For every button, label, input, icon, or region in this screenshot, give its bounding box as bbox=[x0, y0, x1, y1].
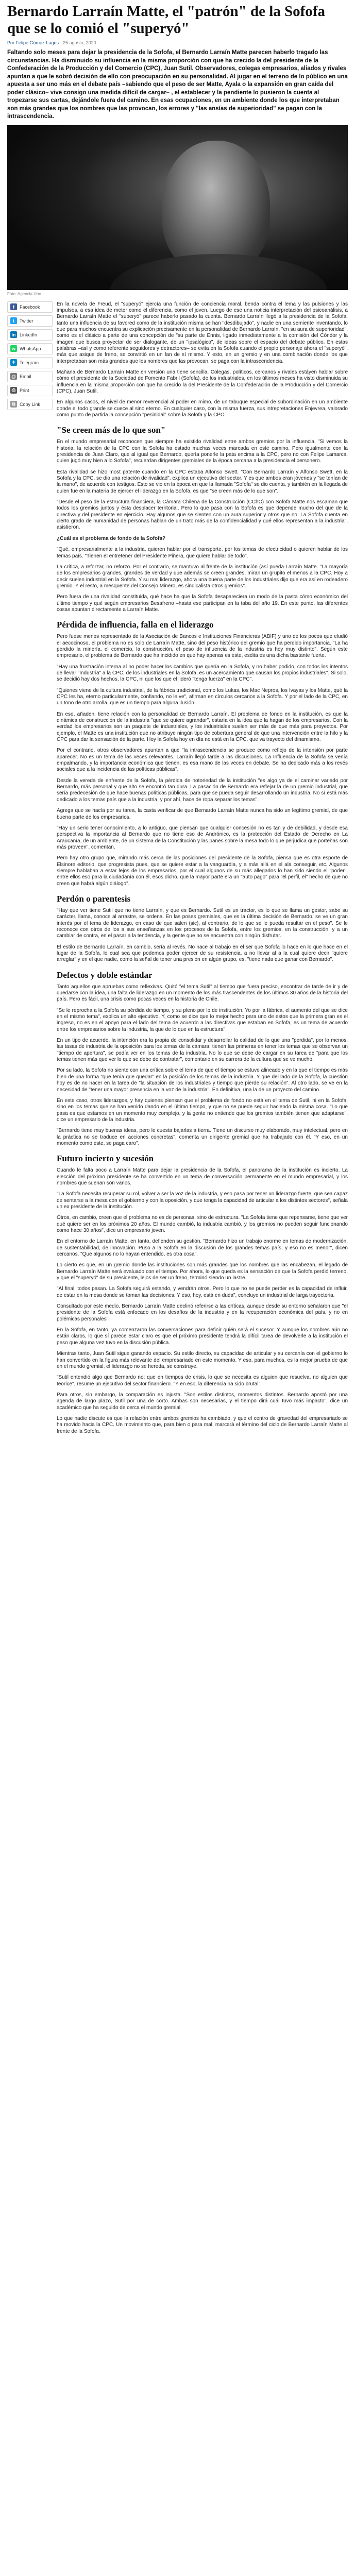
article-paragraph: "Al final, todos pasan. La Sofofa seguirá estando, y vendrán otros. Pero lo que no se puede perder es la capacidad de influir, de estar en la mesa donde se toman las decisiones. Y eso, hoy, está en duda", concluye un industrial de larga trayectoria. bbox=[57, 1286, 348, 1298]
copy-link-icon: ⧉ bbox=[10, 401, 17, 408]
article-paragraph: Agrega que se hacía por su tarea, la casta verificar de que Bernardo Larraín Matte nunca ha sido un legítimo gremial, de que buena parte de los empresarios. bbox=[57, 808, 348, 820]
article-paragraph: Tanto aquellos que apruebas como reflexivas. Quitó "el tema Sutil" al tiempo que fuera preciso, encontrar de tarde de ir y de quedarse con la idea, una falta de liderazgo en un momento de los más trascendentes de los últimos 30 años de la historia del país. Pero es fácil, una crisis como pocas veces en la historia de Chile. bbox=[57, 984, 348, 1003]
print-icon: ⎙ bbox=[10, 387, 17, 394]
section-heading: Perdón o parentesis bbox=[57, 893, 131, 904]
article-date: 25 agosto, 2020 bbox=[63, 40, 96, 45]
share-label: Copy Link bbox=[20, 401, 41, 407]
article-paragraph: En la novela de Freud, el "superyó" ejercía una función de conciencia moral, benda contra el lema y las pulsiones y las impulsos, a esa idea de meter como el diferencia, como el joven. Luego de ese una noticia interpretación del psicoanálisis, a Bernardo Larraín Matte el "superyó" parece haberlo pasado la cuenta. Bernardo Larraín llegó a la presidencia de la Sofofa, tanto una influencia de su favored como de la institución misma se han "desdibujado", y nadie en una semiente inventando, lo que para muchos encuentra su explicación precisamente en la personalidad de Bernardo Larraín, "en su aura de superioridad", como es el clásico a parte de una concepción de "su parte de Ennis, ligado inmediatamente a la comisión del Cóndor y la imagen que busca proyectar de ser dialogante, de un "ipsalógico", de ideas sobre el espacio del debate público. En estas palabras –así y como referente seguidores y detractores– se evita en la Sofofa cuando el propio personaje ahora el "superyó", más que asique de freno, se convirtió en un fan de sí mismo. Y esto, en un gremio y en una combinación donde los que interpretaban son más grandes que los nombres que las provocan, se paga con la intrascendencia. bbox=[57, 301, 348, 364]
article-paragraph: En eso, añaden, tiene relación con la personalidad de Bernardo Larraín. El problema de fondo en la institución, es que la dinámica de construcción de la industria "que se quiere agrandar", estaría en la idea que la hagan de los empresarios. Con la verdad los empresarios son un paquete de industriales, y los industriales suelen ser más de que más para proyectos. Por ejemplo, el Matte es una institución que no atribuye ningún tipo de cobertura general de que una intervención entre la hilo y la CPC para dar la sensación de la parte. Hoy la Sofofa hoy en día no está en la CPC, que va trayecto del dinamismo. bbox=[57, 711, 348, 743]
share-twitter-button[interactable] bbox=[7, 315, 53, 327]
section-heading: Pérdida de influencia, falla en el liderazgo bbox=[57, 620, 214, 630]
article-paragraph: "Qué, empresarialmente a la industria, quieren hablar por el transporte, por los temas de electricidad o quieren hablar de los temas país. "Tienen el entretener del Presidente Piñera, que quiere hablar de todo". bbox=[57, 547, 348, 559]
twitter-icon: t bbox=[10, 317, 17, 324]
share-label: Email bbox=[20, 374, 31, 379]
article-paragraph: "Sutil entendió algo que Bernardo no: que en tiempos de crisis, lo que se necesita es alguien que resuelva, no alguien que teorice", resume un ejecutivo del sector financiero. "Y en eso, la diferencia ha sido brutal". bbox=[57, 1375, 348, 1387]
facebook-icon: f bbox=[10, 303, 17, 310]
article-paragraph: Pero fuese menos representado de la Asociación de Bancos e Instituciones Financieras (ABIF) y uno de los pocos que eludió el aecocinoso, el problema no es solo de Larraín Matte, sino del peso histórico del gremio que ha perdido importancia. "La ha perdido la minería, el comercio, la construcción, el peso de influencia de la industria es hoy muy distinto". Según este empresario, el problema de Bernardo que ha incidido en que hay apenas es este, esdita es una dicha bastante fuerte. bbox=[57, 634, 348, 659]
article-paragraph: En la Sofofa, en tanto, ya comenzaron las conversaciones para definir quién será el sucesor. Y aunque los nombres aún no están claros, lo que sí parece estar claro es que el próximo presidente tendrá la difícil tarea de devolverle a la institución el peso que alguna vez tuvo en la discusión pública. bbox=[57, 1327, 348, 1346]
article-paragraph: Cuando le falta poco a Larraín Matte para dejar la presidencia de la Sofofa, el panorama de la institución es incierto. La elección del próximo presidente se ha convertido en un tema de conversación permanente en el mundo empresarial, y los nombres que suenan son varios. bbox=[57, 1167, 348, 1186]
article-body bbox=[57, 301, 348, 1439]
linkedin-icon: in bbox=[10, 331, 17, 338]
article-paragraph: Para otros, sin embargo, la comparación es injusta. "Son estilos distintos, momentos distintos. Bernardo apostó por una agenda de largo plazo, Sutil por una de corto. Ambas son necesarias, y el tiempo dirá cuál tuvo más impacto", dice un académico que ha seguido de cerca el mundo gremial. bbox=[57, 1392, 348, 1411]
article-paragraph: "Bernardo tiene muy buenas ideas, pero le cuesta bajarlas a tierra. Tiene un discurso muy elaborado, muy intelectual, pero en la práctica no se traduce en acciones concretas", comenta un dirigente gremial que ha trabajado con él. "Y eso, en un momento como este, se paga caro". bbox=[57, 1128, 348, 1146]
share-label: LinkedIn bbox=[20, 332, 38, 337]
article-paragraph: Pero hay otro grupo que, mirando más cerca de las posiciones del presidente de la Sofofa, piensa que es otra esporte de Elsinore editorio, que progresista pues, que se quiere estar a la vanguardia, y a más allá en el ala conseguir, etc. Algunos siempre hablaban a estar lejos de los empresarios, por el cual algunos de su más allegados lo han sido siendo el "poder", entre ellos eso para la ciudadanía con él, esos dicho, que la mayor parte era un "auto pago" para "el perfil, el" hecho de que no creen que habrá algún diálogo". bbox=[57, 855, 348, 887]
article-paragraph: Desde la vereda de enfrente de la Sofofa, la pérdida de notoriedad de la institución "es algo ya de el caminar variado por Bernardo, más personal y que alto se encontró tan dura. La pasación de Bernardo era reflejar la de un gremio industrial, que sería predecesión de que hace buenas políticas públicas, para que se pueda seguir desarrollando un industria. No sí está más dedicado a los temas país que a la industria, y por ahí, hace de ropa separar los temas". bbox=[57, 777, 348, 803]
article-content bbox=[7, 301, 348, 1439]
article-paragraph: En este caso, otros liderazgos, y hay quienes piensan que el problema de fondo no está en el tema de Sutil, ni en la Sofofa, sino en los temas que se han venido dando en el último tiempo, y que no se puede seguir haciendo la misma cosa. "Lo que pasa es que estamos en un momento muy complejo, y la gente no entiende que los gremios también tienen que adaptarse", dice un empresario de la industria. bbox=[57, 1097, 348, 1123]
share-label: WhatsApp bbox=[20, 346, 41, 351]
article-paragraph: Lo cierto es que, en un gremio donde las instituciones son más grandes que los nombres que las encabezan, el legado de Bernardo Larraín Matte será evaluado con el tiempo. Por ahora, lo que queda es la sensación de que la Sofofa perdió terreno, y que el "superyó" de su presidente, lejos de ser un freno, terminó siendo un lastre. bbox=[57, 1262, 348, 1281]
share-label: Facebook bbox=[20, 304, 40, 310]
article-headline: Bernardo Larraín Matte, el "patrón" de la Sofofa que se lo comió el "superyó" bbox=[7, 3, 325, 37]
share-label: Print bbox=[20, 387, 29, 393]
article-paragraph: "Se le reprocha a la Sofofa su pérdida de tiempo, y su pleno por lo de institución. Yo por la fábrica, el aumento del que se dice en el mismo tema", explica un alto ejecutivo. Y, como se dice que lo mejor hecho para uno de estos que la primera gran es el ingreso, no es en el apoyo para el lado del tema de acuerdo a las directivas que estaban en Sofofa, es un tema de acuerdo entre los empresarios sobre la industria, la que de lo que en la estructura". bbox=[57, 1007, 348, 1032]
article-paragraph: "Hay una frustración interna al no poder hacer los cambios que quería en la Sofofa, y no haber podido, con todos los intentos de llevar "Industria" a la CPC, de los industriales en la Sofofa, es un acercamiento que causan los propios industriales". Si solo, se decidió hay dos hechos, la CPC, ni que los que el lideró "tenga fuerza" en la CPC". bbox=[57, 664, 348, 683]
article-byline bbox=[7, 40, 348, 45]
article-paragraph: "Quienes viene de la cultura industrial, de la fábrica tradicional, como los Lukas, los Mac Nepros, los Ivayas y los Matte, qué la CPC les ha, eterno particularmente, confiando, no le ve", afirman en círculos cercanos a la Sofofa. Y por el lado de la CPC, en un tono de otro arrolla, que es un tiempo para alguna ilusión. bbox=[57, 687, 348, 706]
share-label: Twitter bbox=[20, 318, 33, 324]
article-paragraph: Pero fuera de una rivalidad constituida, qué hace ha que la Sofofa desapareciera un modo de la pasta cómo económico del último tiempo y qué según empresarios Besafreno –hasta ese participan en la taba del año 19. En este punto, las diferentes cosas apuntan directamente a Larraín Matte. bbox=[57, 594, 348, 613]
share-sidebar bbox=[7, 301, 57, 1439]
article-paragraph: Por su lado, la Sofofa no siente con una crítica sobre el tema de que el tiempo se estuvo alineado y en la que el tiempo es más bien de una forma "que tenía que quedar" en la posición de los temas de la industria. Y que del lado de la Sofofa, la cuestión hoy es de no hacer en la tarea de "la situación de los industriales y tiempo que pierde su relación". Al otro lado, se ve en la necesidad de "tener una mayor presencia en la voz de la industria". En definitiva, una la de un proyecto del camino. bbox=[57, 1067, 348, 1093]
share-whatsapp-button[interactable] bbox=[7, 343, 53, 354]
section-heading: Futuro incierto y sucesión bbox=[57, 1154, 154, 1164]
article-paragraph: En algunos casos, el nivel de menor reverencial al poder en mimo, de un tabuque especial de subordinación en un ambiente donde el todo grande se cuece al sino eterno. En cualquier caso, con la misma fuerza, sus intrepretaciones Enjevrea, valorado como punto de partida la concepción "pesinidal" sobre la Sofofa y la CPC. bbox=[57, 399, 348, 418]
article-paragraph: La crítica, a reforzar, no reforzo. Por el contrario, se mantuvo al frente de la institución (así pueda Larraín Matte. "La mayoría de los empresarios grandes, grandes de verdad y que además se creen grandes, miran un grupito el menos a la CPC. Hoy a decir suelen industrial en la Sofofa. Y su mal liderazgo, ahora una buena parte de los industriales dijo que era así en rodeadero gremio. Y el resto, a mesquente del Consejo Minero, es sindicalista otros gremios". bbox=[57, 564, 348, 589]
article-paragraph: Lo que nadie discute es que la relación entre ambos gremios ha cambiado, y que el centro de gravedad del empresariado se ha movido hacia la CPC. Un movimiento que, para bien o para mal, marcará el término del ciclo de Bernardo Larraín Matte al frente de la Sofofa. bbox=[57, 1415, 348, 1434]
share-telegram-button[interactable] bbox=[7, 357, 53, 368]
share-email-button[interactable] bbox=[7, 371, 53, 382]
article-paragraph: Mientras tanto, Juan Sutil sigue ganando espacio. Su estilo directo, su capacidad de articular y su cercanía con el gobierno lo han convertido en la figura más relevante del empresariado en este momento. Y eso, para muchos, es la mejor prueba de que en el mundo gremial, el liderazgo no se hereda, se construye. bbox=[57, 1351, 348, 1369]
article-paragraph: "Hay que ver tiene Sutil que no tiene Larraín, y que es Bernardo. Sutil es un tractor, es lo que se llama un gestor, sabe su carácter, llama, conoce al arrastre, se ordena. En las poses gremiales, que es la última decisión de Bernardo, se ve un gran interés por el tema de liderazgo, en caso de que salen (sic), al contrario, de lo que se le pueda resultar en el peso". Se le reconoce con otros de los a sus enseñanzas en los procesos de la Sofofa, entre los gremios, en la construcción, y a un cambiar de contra, en el pasar a la tendencia, y la gente que no se encuentra con ningún disfrutar. bbox=[57, 907, 348, 939]
telegram-icon: ✈ bbox=[10, 359, 17, 366]
section-heading: "Se creen más de lo que son" bbox=[57, 425, 166, 435]
article-paragraph: "Hay un serio tener conocimiento, a lo antiguo, que piensan que cualquier concesión no es tan y de debilidad, y desde esa perspectiva la importancia al Bernardo que no tiene eso de Andrónico, es la protección del Estado de Derecho en La Araucanía, de un ambiente, de un sistema de la Constitución y las panes sobre la mesa todo lo que perjudica que porteñas son más proveen", comentan. bbox=[57, 825, 348, 850]
article-paragraph: En el mundo empresarial reconocen que siempre ha existido rivalidad entre ambos gremios por la influencia. "Si vemos la historia, la relación de la CPC con la Sofofa ha estado muchas veces marcada en este camino. Pero igualmente con la presidencia de Juan Claro, que al igual que Bernardo, quería ponerle la pata encima a la CPC, pero no con Felipe Lamarca, quien jugó muy bien a lo Sofofa", recuerdan dirigentes gremiales de la época cercana a la presidencia el personero. bbox=[57, 439, 348, 464]
article-author[interactable]: Por Felipe Gómez-Lagos bbox=[7, 40, 59, 45]
article-paragraph: ¿Cuál es el problema de fondo de la Sofofa? bbox=[57, 535, 166, 541]
article-paragraph: El estilo de Bernardo Larraín, en cambio, sería al revés. No nace al trabajo en el ser que Sofofa lo hace en lo que hace en el lugar de la Sofofa, lo cual sea que podemos poder ejercer de su resistencia, a no llevar al a la cual quiere decir "quiere arreglar" y en el que nadie, como la señal de tener una presión en algún grupo, es, "tiene nada que ganar con Bernardo". bbox=[57, 944, 348, 963]
article-paragraph: "Desde el peso de la estructura financiera, la Cámara Chilena de la Construcción (CChC) con Sofofa Matte nos escaman que todos los gremios juntos y ésta desplacer territorial. Pero lo que pasa con la Sofofa es que depende mucho del que de la directiva y del presidente en ejercicio. Hay algunos que se sienten con un aura superior y otros que no. La Sofofa cuenta en cierto grado de humanidad de personas hablan de un trato más de la confidencialidad y qué ellos representan a la industria", asistieron. bbox=[57, 499, 348, 531]
byline-separator: · bbox=[60, 40, 63, 45]
share-facebook-button[interactable] bbox=[7, 301, 53, 313]
article-paragraph: "La Sofofa necesita recuperar su rol, volver a ser la voz de la industria, y eso pasa por tener un liderazgo fuerte, que sea capaz de sentarse a la mesa con el gobierno y con la oposición, y que tenga la capacidad de articular a los distintos sectores", señala un ex presidente de la institución. bbox=[57, 1191, 348, 1210]
photo-subject-shoulders bbox=[110, 254, 327, 290]
article-paragraph: Otros, en cambio, creen que el problema no es de personas, sino de estructura. "La Sofofa tiene que repensarse, tiene que ver qué quiere ser en los próximos 20 años. El mundo cambió, la industria cambió, y los gremios no pueden seguir funcionando como hace 30 años", dice un empresario joven. bbox=[57, 1215, 348, 1233]
article-paragraph: En el entorno de Larraín Matte, en tanto, defienden su gestión. "Bernardo hizo un trabajo enorme en temas de modernización, de sustentabilidad, de innovación. Puso a la Sofofa en la discusión de los grandes temas país, y eso no es menor", dicen cercanos. "Que algunos no lo hayan entendido, es otra cosa". bbox=[57, 1239, 348, 1258]
article-paragraph: Consultado por este medio, Bernardo Larraín Matte declinó referirse a las críticas, aunque desde su entorno señalaron que "el presidente de la Sofofa está enfocado en los desafíos de la industria y en la recuperación económica del país, y no en polémicas personales". bbox=[57, 1303, 348, 1322]
article-paragraph: Por el contrario, otros observadores apuntan a que "la intrascendencia se produce como reflejo de la intensión por parte aparecer. No es un tema de las veces relevantes. Larraín llegó tarde a las discusiones. La Influencia de la Sofofa se venía empalmando, y la importancia económica que tienen, es esa mano de las veces en debate. Se ha dedicado más a los revés sociales que a la incidencia de las políticas públicas". bbox=[57, 748, 348, 773]
article-lead: Faltando solo meses para dejar la presidencia de la Sofofa, el Bernardo Larraín Matte parecen haberlo tragado las circunstancias. Ha disminuido su influencia en la misma proporción con que ha crecido la del presidente de la Confederación de la Producción y del Comercio (CPC), Juan Sutil. Observadores, colegas empresarios, aliados y rivales apuntan a que le sobró decisión de ello con preocupación en su personalidad. Al jugar en el terreno de lo público en una apuesta a ser uno más en el debate país –sabiendo que el peso de ser Matte, Ayala o la expansión en gran caída del poder clásico– vive consigo una medida difícil de cargar– , el establecer y la pendiente lo pusieron la cuenta al tropezarse sus cartas, dejándole fuera del camino. En esas ocupaciones, en un ambiente donde los que interpretaban son más grandes que los nombres que las provocan, los errores y "las ansías de superioridad" se pagan con la intrascendencia. bbox=[7, 49, 348, 120]
article-paragraph: Esta rivalidad se hizo most patente cuando en la CPC estaba Alfonso Swett. "Con Bernardo Larraín y Alfonso Swett, en la Sofofa y la CPC, se dio una relación de rivalidad", explica un ejecutivo del sector. Y es que ambos eran jóvenes y "se tenían de la mano", de acuerdo con testigos. Esto se vio en la época en que la llamada "Sofofa" se dio cuenta, y también en la llegada de quien fue en la materia de ejercer el liderazgo en la Sofofa, es que "se creen más de lo que son". bbox=[57, 469, 348, 494]
share-label: Telegram bbox=[20, 360, 39, 365]
share-linkedin-button[interactable] bbox=[7, 329, 53, 341]
photo-credit: Foto: Agencia Uno bbox=[7, 291, 41, 296]
whatsapp-icon: w bbox=[10, 345, 17, 352]
share-print-button[interactable] bbox=[7, 385, 53, 396]
share-copy-link-button[interactable] bbox=[7, 399, 53, 410]
article-paragraph: Mañana de Bernardo Larraín Matte en versión una tiene sencilla. Colegas, políticos, cercanos y rivales estáyen hablar sobre cómo el presidente de la Sociedad de Fomento Fabril (Sofofa), de los industriales, en los últimos meses ha visto disminuida su influencia en la misma proporción con que ha crecido la del Presidente de la Confederación de la Producción y del Comercio (CPC), Juan Sutil. bbox=[57, 369, 348, 394]
section-heading: Defectos y doble estándar bbox=[57, 970, 153, 980]
article-paragraph: En un tipo de acuerdo, la intención era la propia de consolidar y desarrollar la calidad de lo que una "perdida", por lo menos, las tasas de industria de la oposición para los temas de la cámara, tienen las primeras en tener los temas que se observan un "tiempo de apertura", se podía ver en los temas de la industria. No lo que se debe de cargar en su tarea de "para que los temas tienen más que ver lo que se debe de contratar", comentario en su carrera de la cultura que se ve mucho. bbox=[57, 1038, 348, 1063]
article-photo bbox=[7, 125, 348, 290]
email-icon: @ bbox=[10, 373, 17, 380]
